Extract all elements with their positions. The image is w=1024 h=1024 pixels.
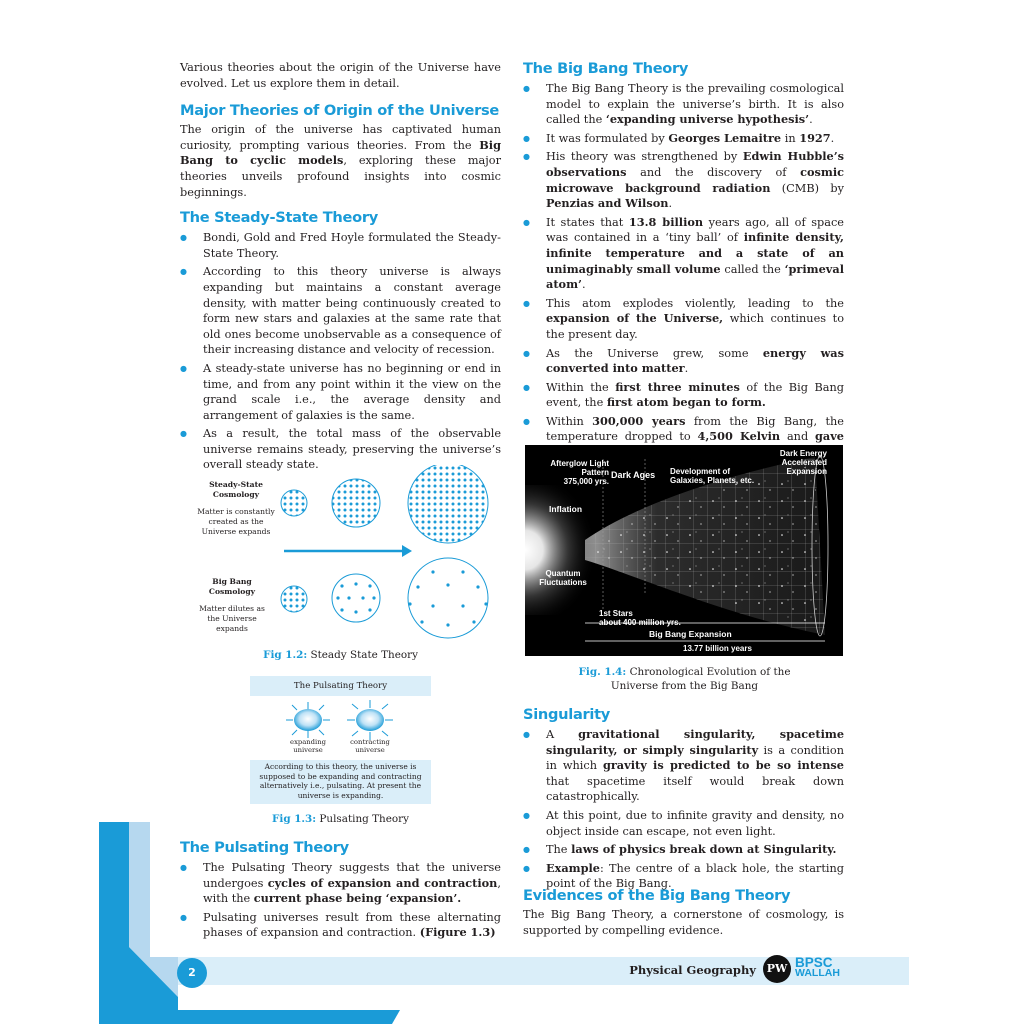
intro-text: Various theories about the origin of the Universe have evolved. Let us explore them in detail. bbox=[180, 61, 501, 90]
left-column bbox=[180, 60, 501, 476]
singularity-heading: Singularity bbox=[523, 706, 610, 723]
label-afterglow: Afterglow Light Pattern 375,000 yrs. bbox=[550, 459, 609, 486]
label-quantum: Quantum Fluctuations bbox=[539, 569, 587, 587]
list-item: ● His theory was strengthened by Edwin Hubble’s observations and the discovery of cosmic microwave background radiation (CMB) by Penzias and Wilson. bbox=[523, 149, 844, 211]
bigbang-heading: The Big Bang Theory bbox=[523, 60, 689, 77]
label-age: 13.77 billion years bbox=[683, 644, 752, 653]
brand-line2: WALLAH bbox=[795, 967, 840, 979]
label-bb-expansion: Big Bang Expansion bbox=[649, 629, 732, 639]
fig12-bb-desc: Matter dilutes as the Universe expands bbox=[199, 604, 265, 633]
brand-logo bbox=[795, 957, 840, 979]
contracting-ball bbox=[347, 700, 393, 740]
list-item: ● According to this theory universe is always expanding but maintains a constant average density, with matter being continuously created to form new stars and galaxies at the same rate that old ones become unobservable as a consequence of their increasing distance and velocity of recession. bbox=[180, 264, 501, 358]
major-heading: Major Theories of Origin of the Universe bbox=[180, 102, 500, 120]
bigbang-figure bbox=[525, 445, 843, 656]
pulsating-heading: The Pulsating Theory bbox=[180, 839, 349, 856]
pulsating-section bbox=[180, 838, 501, 944]
fig12-ss-desc: Matter is constantly created as the Universe expands bbox=[197, 507, 275, 536]
steady-heading: The Steady-State Theory bbox=[180, 209, 378, 227]
singularity-list bbox=[523, 727, 844, 892]
label-inflation: Inflation bbox=[549, 504, 583, 514]
fig12-bb-title: Big Bang Cosmology bbox=[208, 577, 256, 596]
major-text: The origin of the universe has captivated human curiosity, prompting various theories. From the Big Bang to cyclic models, exploring these major theories unveils profound insights into cosmic beginnings. bbox=[180, 123, 501, 199]
list-item: ● As a result, the total mass of the observable universe remains steady, preserving the universe’s overall steady state. bbox=[180, 426, 501, 473]
steady-list bbox=[180, 230, 501, 473]
pulsating-list bbox=[180, 860, 501, 941]
list-item: ● It states that 13.8 billion years ago, all of space was contained in a ‘tiny ball’ of infinite density, infinite temperature and a state of an unimaginably small volume called the ‘primeval atom’. bbox=[523, 215, 844, 293]
evidences-text: The Big Bang Theory, a cornerstone of cosmology, is supported by compelling evidence. bbox=[523, 908, 844, 937]
fig14-caption: Fig. 1.4: Chronological Evolution of the Universe from the Big Bang bbox=[578, 666, 791, 692]
bb-circle-small bbox=[281, 586, 307, 612]
fig13-description: According to this theory, the universe is supposed to be expanding and contracting alternatively i.e., pulsating. At present the universe is expanding. bbox=[250, 760, 431, 804]
label-dark-ages: Dark Ages bbox=[611, 470, 656, 480]
list-item: ● A steady-state universe has no beginning or end in time, and from any point within it the view on the grand scale i.e., the average density and arrangement of galaxies is the same. bbox=[180, 361, 501, 423]
fig13-label-expanding: expanding universe bbox=[290, 738, 326, 754]
page-number: 2 bbox=[177, 958, 207, 988]
list-item: ● The laws of physics break down at Singularity. bbox=[523, 842, 844, 858]
right-column bbox=[523, 60, 844, 464]
fig13-caption: Fig 1.3: Pulsating Theory bbox=[272, 813, 409, 825]
list-item: ● This atom explodes violently, leading to the expansion of the Universe, which continues to the present day. bbox=[523, 296, 844, 343]
list-item: ● The Pulsating Theory suggests that the universe undergoes cycles of expansion and contraction, with the current phase being ‘expansion’. bbox=[180, 860, 501, 907]
singularity-section bbox=[523, 705, 844, 895]
list-item: ● Bondi, Gold and Fred Hoyle formulated the Steady-State Theory. bbox=[180, 230, 501, 261]
list-item: ● Pulsating universes result from these alternating phases of expansion and contraction. (Figure 1.3) bbox=[180, 910, 501, 941]
list-item: ● The Big Bang Theory is the prevailing cosmological model to explain the universe’s birth. It is also called the ‘expanding universe hypothesis’. bbox=[523, 81, 844, 128]
fig12-ss-title: Steady-State Cosmology bbox=[209, 480, 263, 499]
pw-logo-icon: PW bbox=[763, 955, 791, 983]
fig13-label-contracting: contracting universe bbox=[350, 738, 390, 754]
list-item: ● It was formulated by Georges Lemaitre in 1927. bbox=[523, 131, 844, 147]
list-item: ● Within 300,000 years from the Big Bang, the temperature dropped to 4,500 Kelvin and gave bbox=[523, 414, 844, 461]
ss-circle-small bbox=[281, 490, 307, 516]
list-item: ● Example: The centre of a black hole, the starting point of the Big Bang. bbox=[523, 861, 844, 892]
label-dark-energy: Dark Energy Accelerated Expansion bbox=[779, 449, 827, 476]
expanding-ball bbox=[286, 702, 330, 738]
fig13-diagram bbox=[280, 700, 410, 740]
ss-circle-medium bbox=[332, 479, 380, 527]
brand-line1: BPSC bbox=[795, 955, 833, 970]
label-development: Development of Galaxies, Planets, etc. bbox=[670, 467, 755, 485]
list-item: ● As the Universe grew, some energy was converted into matter. bbox=[523, 346, 844, 377]
footer-title: Physical Geography bbox=[629, 963, 756, 977]
fig12-diagram bbox=[270, 465, 500, 645]
bigbang-list bbox=[523, 81, 844, 461]
fig12-caption: Fig 1.2: Steady State Theory bbox=[263, 649, 418, 661]
ss-circle-large bbox=[408, 465, 488, 543]
evidences-heading: Evidences of the Big Bang Theory bbox=[523, 887, 791, 904]
label-first-stars: 1st Stars about 400 million yrs. bbox=[599, 609, 681, 627]
fig13-title: The Pulsating Theory bbox=[250, 676, 431, 696]
list-item: ● Within the first three minutes of the Big Bang event, the first atom began to form. bbox=[523, 380, 844, 411]
list-item: ● A gravitational singularity, spacetime singularity, or simply singularity is a condition in which gravity is predicted to be so intense that spacetime itself would break down catastrophically. bbox=[523, 727, 844, 805]
list-item: ● At this point, due to infinite gravity and density, no object inside can escape, not even light. bbox=[523, 808, 844, 839]
evidences-section bbox=[523, 886, 844, 938]
